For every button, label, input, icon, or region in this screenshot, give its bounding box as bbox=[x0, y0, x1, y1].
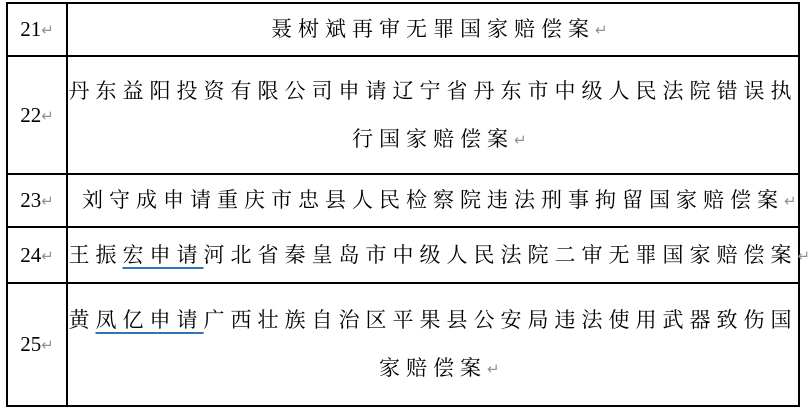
case-name-segment: 刘守成申请重庆市忠县人民检察院违法刑事拘留国家赔偿案 bbox=[82, 188, 784, 212]
case-name-segment-underlined: 宏申请 bbox=[122, 242, 204, 267]
case-name-cell: 王振宏申请河北省秦皇岛市中级人民法院二审无罪国家赔偿案↵ bbox=[67, 227, 799, 283]
case-name-cell: 聂树斌再审无罪国家赔偿案↵ bbox=[67, 3, 799, 56]
case-number-cell bbox=[7, 174, 67, 227]
case-name bbox=[69, 308, 798, 380]
case-name-segment: 黄 bbox=[68, 308, 96, 332]
case-name bbox=[82, 188, 784, 212]
case-name bbox=[69, 243, 798, 267]
table-row bbox=[7, 227, 799, 283]
case-name bbox=[271, 17, 595, 41]
case-number: 23 bbox=[20, 188, 42, 212]
case-name-segment: 王振 bbox=[68, 242, 123, 267]
table-row bbox=[7, 3, 799, 56]
case-name-segment: 河北省秦皇岛市中级人民法院二审无罪国家赔偿案 bbox=[203, 242, 798, 267]
return-mark-icon: ↵ bbox=[41, 106, 54, 125]
case-name-cell: 黄凤亿申请广西壮族自治区平果县公安局违法使用武器致伤国家赔偿案↵ bbox=[67, 283, 799, 406]
case-number: 24 bbox=[20, 242, 42, 267]
case-name bbox=[69, 79, 798, 151]
case-number: 21 bbox=[20, 17, 42, 41]
return-mark-icon: ↵ bbox=[41, 246, 54, 265]
case-number-cell bbox=[7, 227, 67, 283]
case-table-body bbox=[7, 3, 810, 406]
return-mark-icon: ↵ bbox=[41, 336, 54, 354]
case-name-cell: 丹东益阳投资有限公司申请辽宁省丹东市中级人民法院错误执行国家赔偿案↵ bbox=[67, 56, 799, 174]
case-name-segment-underlined: 凤亿申请 bbox=[95, 308, 204, 332]
case-number-cell bbox=[7, 56, 67, 174]
case-number: 25 bbox=[20, 332, 42, 356]
table-row bbox=[7, 283, 799, 406]
case-number-cell bbox=[7, 283, 67, 406]
table-row bbox=[7, 174, 799, 227]
case-name-cell: 刘守成申请重庆市忠县人民检察院违法刑事拘留国家赔偿案↵ bbox=[67, 174, 799, 227]
return-mark-icon: ↵ bbox=[41, 21, 54, 39]
return-mark-icon: ↵ bbox=[41, 192, 54, 210]
case-table bbox=[6, 2, 810, 407]
case-name-segment: 广西壮族自治区平果县公安局违法使用武器致伤国家赔偿案 bbox=[203, 308, 798, 380]
case-number-cell bbox=[7, 3, 67, 56]
case-number: 22 bbox=[20, 102, 42, 127]
case-name-segment: 丹东益阳投资有限公司申请辽宁省丹东市中级人民法院错误执行国家赔偿案 bbox=[68, 78, 798, 151]
case-name-segment: 聂树斌再审无罪国家赔偿案 bbox=[271, 17, 595, 41]
table-row bbox=[7, 56, 799, 174]
